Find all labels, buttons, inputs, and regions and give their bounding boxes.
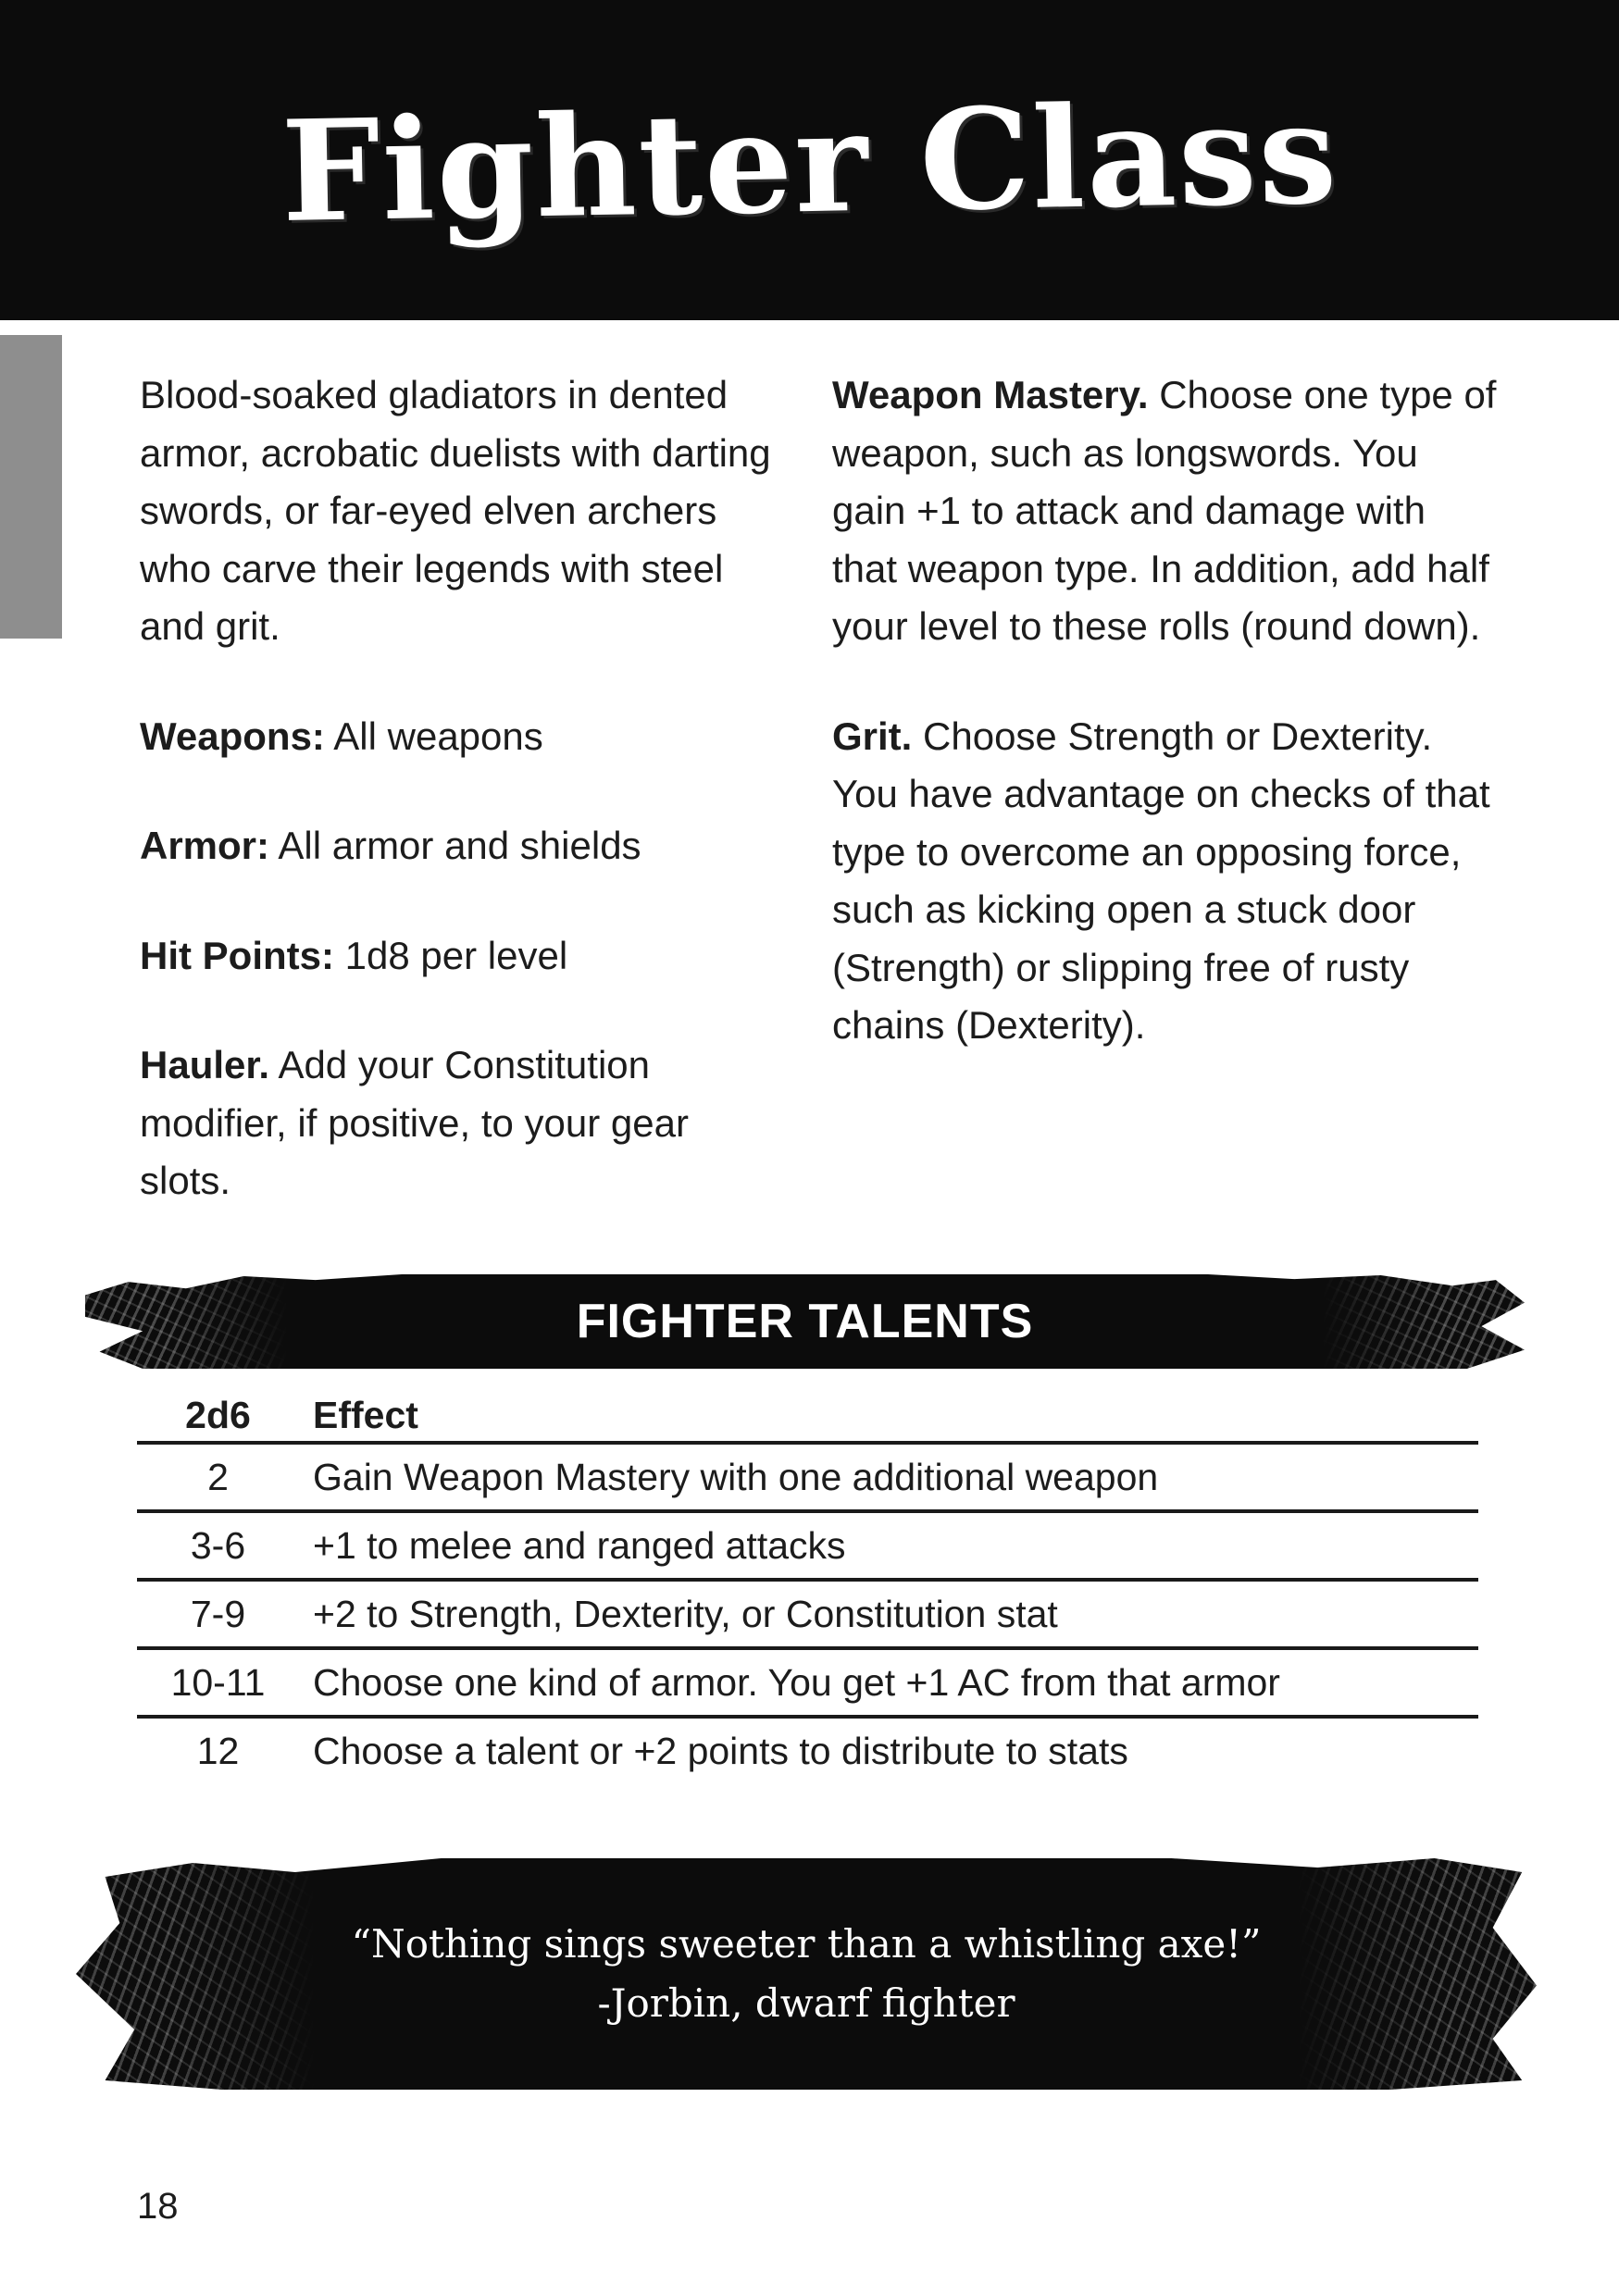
table-row [137, 1443, 1478, 1511]
table-row [137, 1717, 1478, 1783]
table-row [137, 1648, 1478, 1717]
quote-line: “Nothing sings sweeter than a whistling axe!” [351, 1921, 1262, 1967]
effect-cell: +2 to Strength, Dexterity, or Constitution stat [313, 1592, 1058, 1635]
page-title: Fighter Class [280, 72, 1339, 254]
armor-label: Armor: [140, 824, 270, 867]
hauler-label: Hauler. [140, 1043, 270, 1086]
quote-attribution: -Jorbin, dwarf fighter [597, 1980, 1015, 2026]
effect-cell: Choose a talent or +2 points to distribute to stats [313, 1729, 1128, 1772]
left-column [140, 366, 788, 1262]
talents-title: FIGHTER TALENTS [576, 1295, 1034, 1348]
effect-cell: Choose one kind of armor. You get +1 AC from that armor [313, 1660, 1280, 1704]
page-header [0, 0, 1619, 320]
roll-cell: 7-9 [190, 1592, 246, 1635]
intro-paragraph: Blood-soaked gladiators in dented armor, acrobatic duelists with darting swords, or far-eyed elven archers who carve their legends with steel and grit. [140, 373, 771, 648]
weapon-mastery-label: Weapon Mastery. [832, 373, 1149, 416]
weapon-mastery-text: Choose one type of weapon, such as longswords. You gain +1 to attack and damage with that weapon type. In addition, add half your level to these rolls (round down). [832, 373, 1497, 648]
roll-cell: 3-6 [190, 1523, 246, 1567]
hit-points-label: Hit Points: [140, 933, 334, 977]
roll-cell: 12 [196, 1729, 240, 1772]
talents-header-row [137, 1376, 1478, 1443]
page-number: 18 [137, 2186, 179, 2227]
roll-cell: 2 [207, 1455, 229, 1498]
hauler-entry [140, 1036, 788, 1210]
grit-entry [832, 708, 1499, 1055]
quote-text-block [76, 1858, 1537, 2090]
talents-table [137, 1376, 1478, 1783]
weapons-entry [140, 708, 788, 766]
table-row [137, 1580, 1478, 1648]
hit-points-entry [140, 927, 788, 986]
effect-cell: +1 to melee and ranged attacks [313, 1523, 846, 1567]
talents-banner [85, 1274, 1525, 1369]
roll-cell: 10-11 [170, 1660, 266, 1704]
weapons-text: All weapons [333, 714, 543, 758]
grit-text: Choose Strength or Dexterity. You have advantage on checks of that type to overcome an opposing force, such as kicking open a stuck door (Strength) or slipping free of rusty chains (Dexterity). [832, 714, 1490, 1047]
right-column [832, 366, 1499, 1107]
effect-cell: Gain Weapon Mastery with one additional weapon [313, 1455, 1159, 1498]
weapons-label: Weapons: [140, 714, 325, 758]
column-header-roll: 2d6 [185, 1394, 251, 1436]
hauler-text: Add your Constitution modifier, if positive, to your gear slots. [140, 1043, 689, 1202]
hit-points-text: 1d8 per level [344, 933, 568, 977]
armor-text: All armor and shields [278, 824, 641, 867]
armor-entry [140, 817, 788, 875]
column-header-effect: Effect [313, 1394, 418, 1436]
table-row [137, 1511, 1478, 1580]
weapon-mastery-entry [832, 366, 1499, 656]
chapter-side-tab [0, 335, 62, 639]
grit-label: Grit. [832, 714, 913, 758]
quote-banner [76, 1858, 1537, 2090]
